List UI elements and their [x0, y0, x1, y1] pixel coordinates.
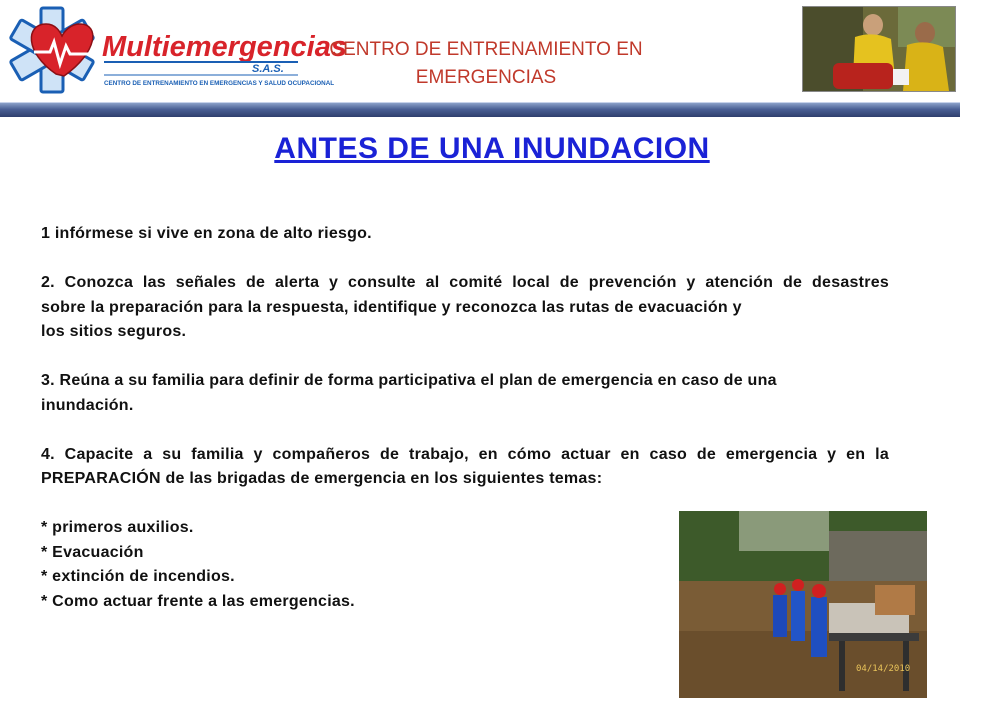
photo-date-stamp: 04/14/2010: [856, 664, 911, 674]
item-2-line-3: los sitios seguros.: [41, 323, 187, 340]
paramedics-photo: [802, 6, 956, 92]
item-2-line-1: 2. Conozca las señales de alerta y consulte al comité local de prevención y atención de desastres: [41, 274, 889, 291]
item-2-line-2: sobre la preparación para la respuesta, identifique y reconozca las rutas de evacuación y: [41, 298, 742, 316]
topic-fire-extinguishing: * extinción de incendios.: [41, 568, 235, 585]
slide-title: ANTES DE UNA INUNDACION: [274, 132, 710, 165]
topic-first-aid: * primeros auxilios.: [41, 519, 194, 536]
item-4-line-1: 4. Capacite a su familia y compañeros de trabajo, en cómo actuar en caso de emergencia y en la: [41, 445, 889, 463]
header-title-line1: CENTRO DE ENTRENAMIENTO EN: [329, 39, 643, 60]
header-title: [300, 36, 672, 92]
logo-wordmark: Multiemergencias: [102, 31, 347, 63]
header-title-line2: EMERGENCIAS: [415, 67, 557, 88]
header-divider: [0, 102, 960, 117]
logo-suffix: S.A.S.: [252, 63, 284, 75]
item-4-line-2: PREPARACIÓN de las brigadas de emergencia en los siguientes temas:: [41, 470, 603, 487]
topic-evacuation: * Evacuación: [41, 543, 144, 561]
topic-emergency-response: * Como actuar frente a las emergencias.: [41, 592, 355, 610]
item-3-line-1: 3. Reúna a su familia para definir de forma participativa el plan de emergencia en caso de una: [41, 372, 777, 389]
item-1: 1 infórmese si vive en zona de alto riesgo.: [41, 225, 372, 242]
item-3-line-2: inundación.: [41, 396, 134, 414]
logo-tagline: CENTRO DE ENTRENAMIENTO EN EMERGENCIAS Y SALUD OCUPACIONAL: [104, 80, 335, 87]
company-logo: [4, 4, 347, 96]
